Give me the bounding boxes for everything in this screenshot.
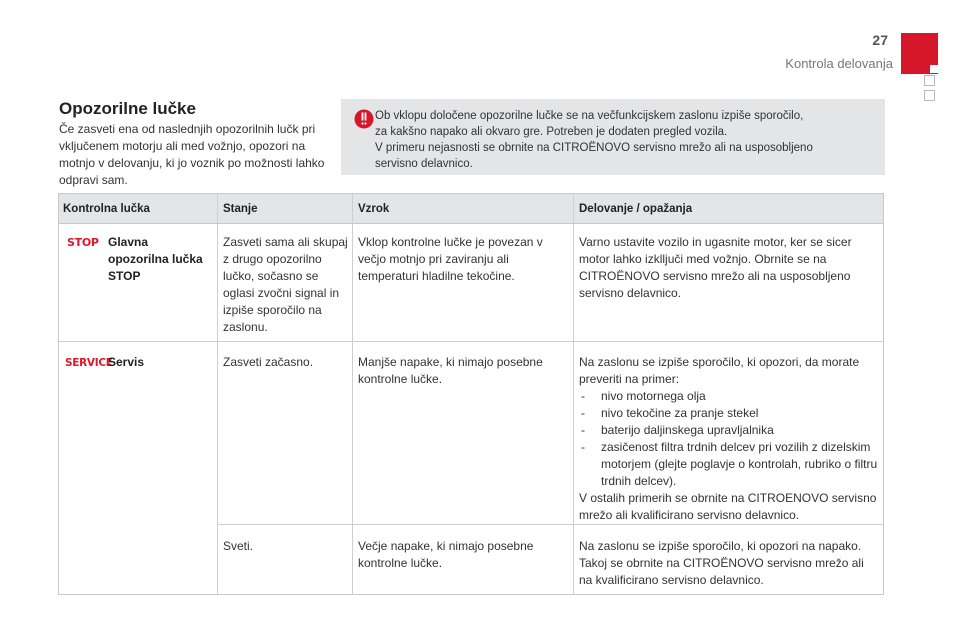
column-divider bbox=[217, 194, 218, 594]
warning-line: V primeru nejasnosti se obrnite na CITROËNOVO servisno mrežo ali na usposobljeno bbox=[375, 142, 813, 154]
warning-text bbox=[375, 108, 875, 172]
column-header: Vzrok bbox=[358, 203, 390, 215]
table-header bbox=[59, 194, 883, 224]
list-item: - zasičenost filtra trdnih delcev pri vozilih z dizelskim motorjem (glejte poglavje o kontrolah, rubriko o filtru trdnih delcev). bbox=[579, 439, 881, 490]
state-cell: Zasveti sama ali skupaj z drugo opozorilno lučko, sočasno se oglasi zvočni signal in izpiše sporočilo na zaslonu. bbox=[223, 235, 348, 334]
service-warning-light-icon: SERVICE bbox=[65, 357, 113, 369]
column-divider bbox=[573, 194, 574, 594]
state-cell: Sveti. bbox=[223, 539, 254, 553]
column-divider bbox=[352, 194, 353, 594]
light-name bbox=[108, 234, 213, 285]
chapter-tab[interactable] bbox=[924, 75, 935, 86]
column-header: Stanje bbox=[223, 203, 258, 215]
row-divider bbox=[59, 341, 883, 342]
light-name-line: opozorilna lučka bbox=[108, 252, 203, 266]
light-name-line: STOP bbox=[108, 269, 141, 283]
warning-line: za kakšno napako ali okvaro gre. Potreben je dodaten pregled vozila. bbox=[375, 126, 728, 138]
warning-note bbox=[341, 99, 885, 175]
chapter-tab[interactable] bbox=[924, 90, 935, 101]
light-name: Servis bbox=[108, 355, 145, 369]
section-title-header: Kontrola delovanja bbox=[785, 56, 893, 71]
light-name-line: Glavna bbox=[108, 235, 149, 249]
warning-line: Ob vklopu določene opozorilne lučke se na večfunkcijskem zaslonu izpiše sporočilo, bbox=[375, 110, 804, 122]
action-cell: Na zaslonu se izpiše sporočilo, ki opozori na napako. Takoj se obrnite na CITROËNOVO servisno mrežo ali na kvalificirano servisno delavnico. bbox=[579, 539, 864, 587]
warning-line: servisno delavnico. bbox=[375, 158, 473, 170]
page-title: Opozorilne lučke bbox=[59, 99, 196, 118]
list-item: - nivo motornega olja bbox=[579, 388, 881, 405]
cause-cell: Manjše napake, ki nimajo posebne kontrolne lučke. bbox=[358, 355, 543, 386]
action-outro: V ostalih primerih se obrnite na CITROENOVO servisno mrežo ali kvalificirano servisno delavnico. bbox=[579, 491, 877, 522]
column-header: Delovanje / opažanja bbox=[579, 203, 693, 215]
action-intro: Na zaslonu se izpiše sporočilo, ki opozori, da morate preveriti na primer: bbox=[579, 355, 860, 386]
cause-cell: Večje napake, ki nimajo posebne kontrolne lučke. bbox=[358, 539, 534, 570]
tab-marker bbox=[930, 65, 938, 73]
action-cell: Varno ustavite vozilo in ugasnite motor, ker se sicer motor lahko izklljuči med vožnjo. Obrnite se na CITROËNOVO servisno mrežo ali na usposobljeno servisno delavnico. bbox=[579, 235, 852, 300]
column-header: Kontrolna lučka bbox=[63, 203, 150, 215]
stop-warning-light-icon: STOP bbox=[67, 236, 99, 249]
state-cell: Zasveti začasno. bbox=[223, 355, 314, 369]
check-list bbox=[579, 388, 881, 490]
page-number: 27 bbox=[872, 32, 888, 48]
intro-text: Če zasveti ena od naslednjih opozorilnih lučk pri vključenem motorju ali med vožnjo, opozori na motnjo v delovanju, ki jo voznik po možnosti lahko odpravi sam. bbox=[59, 122, 325, 187]
cause-cell: Vklop kontrolne lučke je povezan v večjo motnjo pri zaviranju ali temperaturi hladilne tekočine. bbox=[358, 235, 543, 283]
warning-lights-table bbox=[58, 193, 884, 595]
action-cell bbox=[579, 354, 881, 524]
list-item: - nivo tekočine za pranje stekel bbox=[579, 405, 881, 422]
chapter-tab-active[interactable] bbox=[901, 33, 938, 74]
list-item: - baterijo daljinskega upravljalnika bbox=[579, 422, 881, 439]
row-divider bbox=[217, 524, 883, 525]
warning-exclamation-icon bbox=[354, 109, 374, 129]
